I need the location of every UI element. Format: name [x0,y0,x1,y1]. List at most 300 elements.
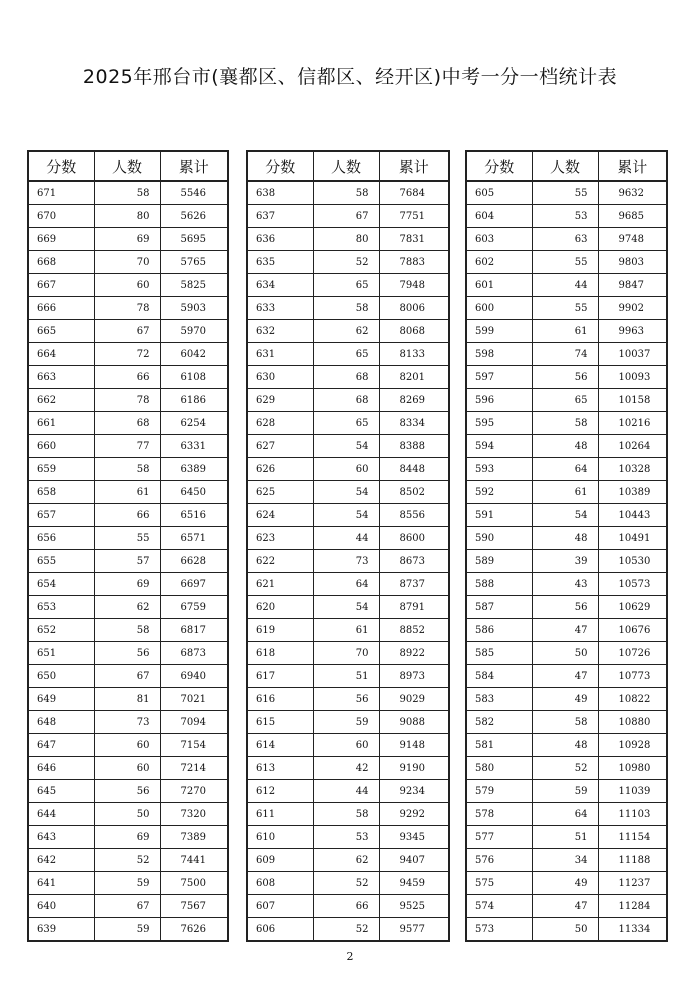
score-cell: 631 [247,343,313,366]
table-row [247,573,449,596]
count-cell: 61 [532,481,598,504]
score-table-1 [27,150,229,942]
column-header: 人数 [313,151,379,181]
count-cell: 78 [94,297,160,320]
cumulative-cell: 9803 [598,251,667,274]
table-row [28,573,228,596]
cumulative-cell: 6571 [160,527,228,550]
score-cell: 616 [247,688,313,711]
cumulative-cell: 8201 [379,366,449,389]
table-row [466,849,667,872]
score-cell: 574 [466,895,532,918]
cumulative-cell: 10676 [598,619,667,642]
count-cell: 60 [94,757,160,780]
table-row [28,274,228,297]
cumulative-cell: 9407 [379,849,449,872]
cumulative-cell: 9577 [379,918,449,942]
count-cell: 44 [532,274,598,297]
cumulative-cell: 7831 [379,228,449,251]
count-cell: 65 [532,389,598,412]
table-row [247,803,449,826]
count-cell: 48 [532,527,598,550]
table-row [28,481,228,504]
cumulative-cell: 9190 [379,757,449,780]
score-cell: 627 [247,435,313,458]
cumulative-cell: 9234 [379,780,449,803]
count-cell: 63 [532,228,598,251]
cumulative-cell: 7094 [160,711,228,734]
cumulative-cell: 11154 [598,826,667,849]
cumulative-cell: 8388 [379,435,449,458]
score-cell: 661 [28,412,94,435]
table-row [247,642,449,665]
cumulative-cell: 5546 [160,181,228,205]
table-row [466,780,667,803]
cumulative-cell: 8068 [379,320,449,343]
table-row [28,504,228,527]
count-cell: 62 [94,596,160,619]
count-cell: 54 [532,504,598,527]
cumulative-cell: 6940 [160,665,228,688]
table-row [466,734,667,757]
score-cell: 583 [466,688,532,711]
count-cell: 69 [94,826,160,849]
cumulative-cell: 8448 [379,458,449,481]
table-row [247,619,449,642]
count-cell: 61 [313,619,379,642]
cumulative-cell: 8334 [379,412,449,435]
table-row [466,228,667,251]
table-row [247,780,449,803]
table-row [466,826,667,849]
table-row [247,228,449,251]
count-cell: 68 [94,412,160,435]
count-cell: 74 [532,343,598,366]
cumulative-cell: 10491 [598,527,667,550]
cumulative-cell: 7021 [160,688,228,711]
score-cell: 584 [466,665,532,688]
score-cell: 660 [28,435,94,458]
score-cell: 641 [28,872,94,895]
table-row [28,642,228,665]
cumulative-cell: 9459 [379,872,449,895]
page-number: 2 [346,950,354,963]
table-row [28,343,228,366]
table-row [466,711,667,734]
score-cell: 668 [28,251,94,274]
table-row [28,366,228,389]
cumulative-cell: 8922 [379,642,449,665]
score-cell: 655 [28,550,94,573]
score-cell: 604 [466,205,532,228]
score-cell: 576 [466,849,532,872]
cumulative-cell: 6516 [160,504,228,527]
score-cell: 598 [466,343,532,366]
count-cell: 64 [532,458,598,481]
score-cell: 649 [28,688,94,711]
table-row [28,849,228,872]
cumulative-cell: 7567 [160,895,228,918]
count-cell: 56 [94,780,160,803]
table-row [466,642,667,665]
score-table-3 [465,150,668,942]
cumulative-cell: 9748 [598,228,667,251]
table-row [466,251,667,274]
count-cell: 69 [94,573,160,596]
score-cell: 592 [466,481,532,504]
cumulative-cell: 5695 [160,228,228,251]
score-cell: 632 [247,320,313,343]
table-row [28,320,228,343]
table-header-row [466,151,667,181]
score-cell: 618 [247,642,313,665]
table-header-row [28,151,228,181]
table-row [28,228,228,251]
score-cell: 644 [28,803,94,826]
score-cell: 597 [466,366,532,389]
cumulative-cell: 11237 [598,872,667,895]
cumulative-cell: 10726 [598,642,667,665]
score-cell: 670 [28,205,94,228]
page-title: 2025年邢台市(襄都区、信都区、经开区)中考一分一档统计表 [82,66,618,88]
cumulative-cell: 6817 [160,619,228,642]
count-cell: 43 [532,573,598,596]
score-cell: 579 [466,780,532,803]
table-row [247,550,449,573]
cumulative-cell: 8973 [379,665,449,688]
column-header: 分数 [247,151,313,181]
cumulative-cell: 8852 [379,619,449,642]
count-cell: 55 [532,251,598,274]
cumulative-cell: 6042 [160,343,228,366]
cumulative-cell: 10037 [598,343,667,366]
table-row [247,596,449,619]
table-row [466,688,667,711]
score-cell: 586 [466,619,532,642]
table-row [247,918,449,942]
count-cell: 58 [313,181,379,205]
cumulative-cell: 10443 [598,504,667,527]
score-cell: 573 [466,918,532,942]
count-cell: 66 [94,366,160,389]
cumulative-cell: 7948 [379,274,449,297]
cumulative-cell: 6254 [160,412,228,435]
cumulative-cell: 8133 [379,343,449,366]
score-cell: 650 [28,665,94,688]
table-row [466,665,667,688]
score-cell: 630 [247,366,313,389]
count-cell: 50 [532,918,598,942]
score-cell: 638 [247,181,313,205]
count-cell: 65 [313,412,379,435]
cumulative-cell: 10773 [598,665,667,688]
score-cell: 656 [28,527,94,550]
table-row [247,504,449,527]
cumulative-cell: 7684 [379,181,449,205]
cumulative-cell: 7389 [160,826,228,849]
cumulative-cell: 5765 [160,251,228,274]
score-cell: 594 [466,435,532,458]
table-row [466,918,667,942]
column-header: 人数 [94,151,160,181]
table-row [466,366,667,389]
table-row [28,734,228,757]
score-cell: 633 [247,297,313,320]
score-cell: 601 [466,274,532,297]
count-cell: 57 [94,550,160,573]
table-row [28,711,228,734]
count-cell: 59 [532,780,598,803]
score-cell: 587 [466,596,532,619]
score-cell: 610 [247,826,313,849]
cumulative-cell: 6186 [160,389,228,412]
table-row [466,619,667,642]
count-cell: 54 [313,596,379,619]
cumulative-cell: 6628 [160,550,228,573]
score-cell: 624 [247,504,313,527]
score-cell: 617 [247,665,313,688]
table-row [466,412,667,435]
score-cell: 603 [466,228,532,251]
table-row [247,895,449,918]
score-cell: 669 [28,228,94,251]
table-row [466,596,667,619]
table-row [28,872,228,895]
score-cell: 662 [28,389,94,412]
column-header: 分数 [466,151,532,181]
cumulative-cell: 5825 [160,274,228,297]
cumulative-cell: 7214 [160,757,228,780]
cumulative-cell: 9847 [598,274,667,297]
table-row [466,872,667,895]
cumulative-cell: 10980 [598,757,667,780]
cumulative-cell: 9963 [598,320,667,343]
score-cell: 613 [247,757,313,780]
count-cell: 81 [94,688,160,711]
score-cell: 643 [28,826,94,849]
table-row [28,389,228,412]
count-cell: 60 [313,458,379,481]
count-cell: 52 [313,872,379,895]
count-cell: 67 [313,205,379,228]
cumulative-cell: 8673 [379,550,449,573]
count-cell: 49 [532,688,598,711]
count-cell: 52 [313,918,379,942]
table-row [247,458,449,481]
column-header: 分数 [28,151,94,181]
cumulative-cell: 7751 [379,205,449,228]
count-cell: 70 [313,642,379,665]
score-cell: 635 [247,251,313,274]
count-cell: 61 [94,481,160,504]
table-row [466,205,667,228]
count-cell: 51 [532,826,598,849]
count-cell: 67 [94,320,160,343]
score-cell: 611 [247,803,313,826]
cumulative-cell: 9292 [379,803,449,826]
table-row [466,895,667,918]
score-cell: 625 [247,481,313,504]
table-row [247,251,449,274]
cumulative-cell: 9148 [379,734,449,757]
cumulative-cell: 8556 [379,504,449,527]
count-cell: 58 [94,619,160,642]
cumulative-cell: 6450 [160,481,228,504]
cumulative-cell: 7626 [160,918,228,942]
count-cell: 67 [94,665,160,688]
count-cell: 47 [532,665,598,688]
table-row [28,619,228,642]
count-cell: 56 [532,596,598,619]
table-row [466,181,667,205]
cumulative-cell: 6873 [160,642,228,665]
table-row [247,872,449,895]
count-cell: 44 [313,527,379,550]
score-cell: 634 [247,274,313,297]
table-row [247,826,449,849]
score-cell: 615 [247,711,313,734]
table-row [28,251,228,274]
table-row [466,481,667,504]
score-cell: 591 [466,504,532,527]
count-cell: 60 [313,734,379,757]
cumulative-cell: 9632 [598,181,667,205]
table-row [28,803,228,826]
cumulative-cell: 9525 [379,895,449,918]
cumulative-cell: 7441 [160,849,228,872]
score-cell: 648 [28,711,94,734]
count-cell: 56 [313,688,379,711]
score-cell: 657 [28,504,94,527]
count-cell: 54 [313,435,379,458]
score-cell: 575 [466,872,532,895]
score-cell: 612 [247,780,313,803]
count-cell: 58 [313,803,379,826]
table-row [247,205,449,228]
score-cell: 628 [247,412,313,435]
score-cell: 619 [247,619,313,642]
count-cell: 68 [313,366,379,389]
cumulative-cell: 8600 [379,527,449,550]
score-cell: 578 [466,803,532,826]
score-cell: 596 [466,389,532,412]
cumulative-cell: 10822 [598,688,667,711]
cumulative-cell: 11284 [598,895,667,918]
cumulative-cell: 9088 [379,711,449,734]
score-cell: 602 [466,251,532,274]
score-cell: 642 [28,849,94,872]
score-cell: 600 [466,297,532,320]
table-row [28,895,228,918]
count-cell: 51 [313,665,379,688]
table-row [466,803,667,826]
cumulative-cell: 6108 [160,366,228,389]
count-cell: 47 [532,619,598,642]
score-cell: 647 [28,734,94,757]
count-cell: 73 [94,711,160,734]
table-row [247,274,449,297]
table-row [28,458,228,481]
table-row [28,596,228,619]
table-row [466,389,667,412]
table-row [466,435,667,458]
score-cell: 608 [247,872,313,895]
table-row [247,297,449,320]
cumulative-cell: 5970 [160,320,228,343]
score-cell: 581 [466,734,532,757]
table-row [28,181,228,205]
count-cell: 58 [532,711,598,734]
count-cell: 72 [94,343,160,366]
score-cell: 652 [28,619,94,642]
count-cell: 62 [313,849,379,872]
score-cell: 663 [28,366,94,389]
count-cell: 60 [94,734,160,757]
score-cell: 640 [28,895,94,918]
table-row [466,527,667,550]
cumulative-cell: 8269 [379,389,449,412]
score-cell: 653 [28,596,94,619]
count-cell: 58 [94,181,160,205]
count-cell: 56 [94,642,160,665]
table-row [28,688,228,711]
score-cell: 671 [28,181,94,205]
table-row [247,366,449,389]
table-row [466,320,667,343]
count-cell: 39 [532,550,598,573]
count-cell: 47 [532,895,598,918]
count-cell: 55 [532,181,598,205]
cumulative-cell: 7883 [379,251,449,274]
score-cell: 636 [247,228,313,251]
table-row [247,527,449,550]
table-row [247,688,449,711]
count-cell: 58 [532,412,598,435]
cumulative-cell: 9029 [379,688,449,711]
count-cell: 42 [313,757,379,780]
score-cell: 658 [28,481,94,504]
cumulative-cell: 5903 [160,297,228,320]
score-cell: 665 [28,320,94,343]
cumulative-cell: 10389 [598,481,667,504]
count-cell: 54 [313,504,379,527]
score-cell: 590 [466,527,532,550]
count-cell: 62 [313,320,379,343]
count-cell: 49 [532,872,598,895]
table-row [247,343,449,366]
column-header: 人数 [532,151,598,181]
cumulative-cell: 11188 [598,849,667,872]
table-row [247,734,449,757]
count-cell: 80 [94,205,160,228]
count-cell: 48 [532,734,598,757]
table-row [28,435,228,458]
table-row [28,412,228,435]
count-cell: 69 [94,228,160,251]
score-cell: 666 [28,297,94,320]
score-cell: 654 [28,573,94,596]
score-cell: 639 [28,918,94,942]
column-header: 累计 [160,151,228,181]
score-cell: 614 [247,734,313,757]
cumulative-cell: 10158 [598,389,667,412]
score-cell: 577 [466,826,532,849]
cumulative-cell: 7500 [160,872,228,895]
table-row [28,665,228,688]
score-cell: 599 [466,320,532,343]
count-cell: 78 [94,389,160,412]
score-cell: 664 [28,343,94,366]
